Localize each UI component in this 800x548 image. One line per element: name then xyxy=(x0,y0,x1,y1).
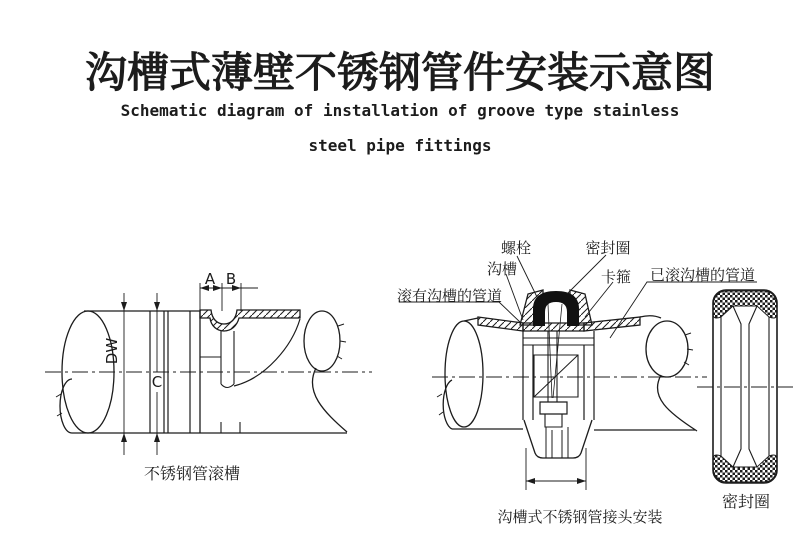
seal-top-cap xyxy=(713,291,777,318)
clamp-diagonal xyxy=(534,355,578,397)
label-groove: 沟槽 xyxy=(486,260,518,278)
left-diagram-caption: 不锈钢管滚槽 xyxy=(143,464,241,483)
bolt-projection-lines xyxy=(548,304,562,398)
arrowhead xyxy=(526,478,535,484)
wall-band-left xyxy=(478,317,523,331)
label-clamp: 卡箍 xyxy=(600,268,632,286)
right-diagram-caption: 密封圈 xyxy=(721,492,771,511)
arrowhead xyxy=(121,433,127,442)
break-ticks xyxy=(437,394,443,415)
pipe-right-end xyxy=(304,311,340,371)
dim-label-dw: DW xyxy=(103,337,121,365)
label-seal-ring: 密封圈 xyxy=(585,239,631,257)
left-diagram-pipe-groove xyxy=(45,283,372,455)
wall-section-band xyxy=(200,310,300,331)
arrowhead xyxy=(154,433,160,442)
right-diagram-seal-ring xyxy=(697,290,793,483)
break-ticks xyxy=(684,333,693,365)
label-bolt: 螺栓 xyxy=(500,239,532,257)
pipe-top-line xyxy=(464,318,478,321)
pipe-left-end xyxy=(445,321,483,427)
middle-diagram-caption: 沟槽式不锈钢管接头安装 xyxy=(497,508,663,526)
cut-sweep-curve xyxy=(234,319,300,386)
clamp-lower-details xyxy=(546,427,568,458)
dim-label-c: C xyxy=(151,373,163,391)
label-pipe-with-groove-left: 滚有沟槽的管道 xyxy=(397,287,503,305)
leader-bolt xyxy=(517,256,537,297)
seal-dome xyxy=(533,291,579,326)
seal-bottom-cap xyxy=(713,455,777,482)
page-title: 沟槽式薄壁不锈钢管件安装示意图 xyxy=(84,48,716,97)
bolt-nut-lower xyxy=(545,414,562,427)
leader-groove xyxy=(506,274,523,320)
dim-label-a: A xyxy=(204,270,216,288)
pipe-right-sweep xyxy=(657,375,697,431)
arrowhead xyxy=(121,302,127,311)
leader-clamp xyxy=(585,282,613,317)
pipe-top-line xyxy=(640,316,661,318)
page-subtitle-line2: steel pipe fittings xyxy=(308,136,492,155)
bolt-nut xyxy=(540,402,567,414)
dim-label-b: B xyxy=(225,270,237,288)
page-subtitle-line1: Schematic diagram of installation of groove type stainless xyxy=(120,101,680,120)
pipe-right-end xyxy=(646,321,688,377)
groove-inner-channel xyxy=(221,331,234,388)
clamp-lower-shell xyxy=(524,420,592,458)
arrowhead xyxy=(154,302,160,311)
pipe-right-sweep xyxy=(312,368,347,432)
pipe-left-break-arc xyxy=(443,380,452,429)
bottom-wall-ticks xyxy=(221,422,240,433)
arrowhead xyxy=(577,478,586,484)
label-pipe-with-groove-right: 已滚沟槽的管道 xyxy=(650,266,756,284)
